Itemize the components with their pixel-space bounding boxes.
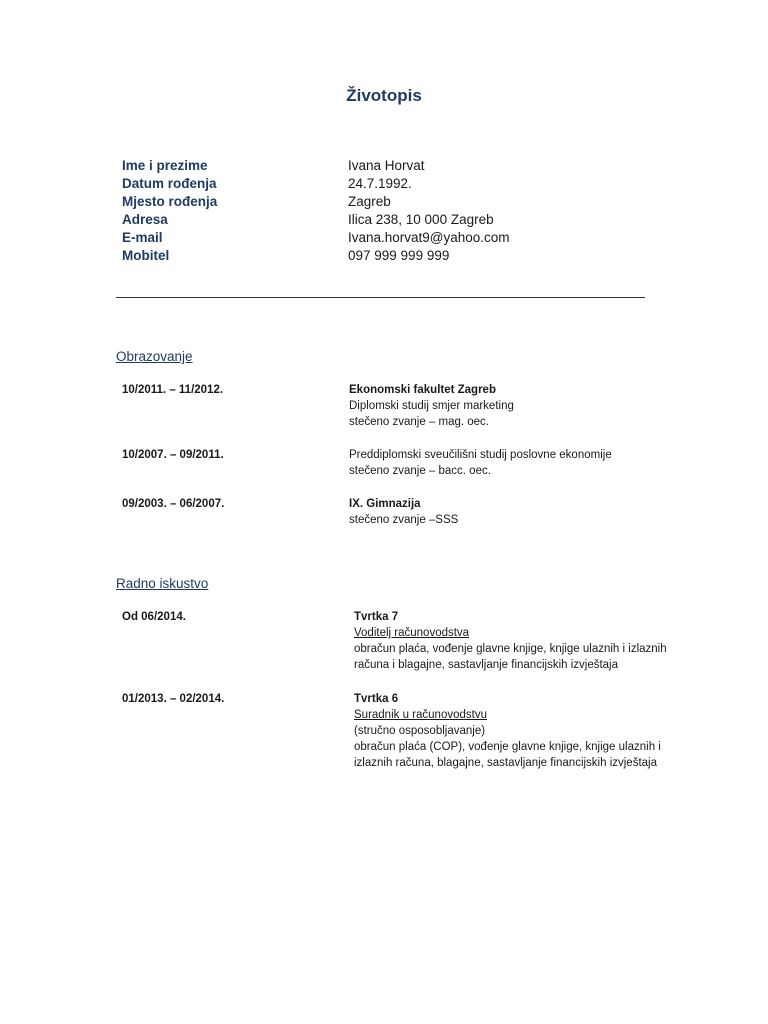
entry-company: Tvrtka 7 xyxy=(354,611,399,623)
personal-label: Adresa xyxy=(122,212,168,227)
entry-line: obračun plaća (COP), vođenje glavne knjige, knjige ulaznih i xyxy=(354,741,661,753)
page-title: Životopis xyxy=(346,86,422,105)
entry-institution: IX. Gimnazija xyxy=(349,498,421,510)
entry-body xyxy=(354,609,667,673)
entry-line: stečeno zvanje –SSS xyxy=(349,514,459,526)
education-heading: Obrazovanje xyxy=(116,349,193,364)
section-divider xyxy=(116,297,645,298)
entry-line: izlaznih računa, blagajne, sastavljanje financijskih izvještaja xyxy=(354,757,657,769)
entry-date: 10/2007. – 09/2011. xyxy=(122,449,224,461)
entry-role: Voditelj računovodstva xyxy=(354,627,470,639)
entry-date: 10/2011. – 11/2012. xyxy=(122,384,224,396)
entry-role: Suradnik u računovodstvu xyxy=(354,709,487,721)
entry-line: (stručno osposobljavanje) xyxy=(354,725,486,737)
entry-body xyxy=(349,496,458,528)
personal-row-email xyxy=(122,229,682,247)
entry-line: obračun plaća, vođenje glavne knjige, knjige ulaznih i izlaznih xyxy=(354,643,667,655)
personal-row-mobile xyxy=(122,247,682,265)
entry-line: stečeno zvanje – bacc. oec. xyxy=(349,465,491,477)
entry-line: računa i blagajne, sastavljanje financijskih izvještaja xyxy=(354,659,619,671)
personal-label: Mjesto rođenja xyxy=(122,194,218,209)
entry-line: Preddiplomski sveučilišni studij poslovne ekonomije xyxy=(349,449,612,461)
experience-heading: Radno iskustvo xyxy=(116,576,209,591)
personal-label: Mobitel xyxy=(122,248,170,263)
personal-label: Ime i prezime xyxy=(122,158,208,173)
personal-info xyxy=(122,157,682,265)
entry-date: 01/2013. – 02/2014. xyxy=(122,693,225,705)
personal-row-name xyxy=(122,157,682,175)
entry-company: Tvrtka 6 xyxy=(354,693,399,705)
personal-row-address xyxy=(122,211,682,229)
personal-value: Zagreb xyxy=(348,194,391,209)
entry-body xyxy=(349,447,612,479)
personal-value: Ivana Horvat xyxy=(348,158,425,173)
personal-value: 24.7.1992. xyxy=(348,176,412,191)
personal-row-birthdate xyxy=(122,175,682,193)
personal-label: E-mail xyxy=(122,230,163,245)
personal-row-birthplace xyxy=(122,193,682,211)
personal-value: Ilica 238, 10 000 Zagreb xyxy=(348,212,494,227)
entry-date: Od 06/2014. xyxy=(122,611,186,623)
email-link[interactable]: Ivana.horvat9@yahoo.com xyxy=(348,230,510,245)
entry-institution: Ekonomski fakultet Zagreb xyxy=(349,384,496,396)
personal-label: Datum rođenja xyxy=(122,176,217,191)
entry-body xyxy=(349,382,514,430)
entry-date: 09/2003. – 06/2007. xyxy=(122,498,225,510)
entry-line: Diplomski studij smjer marketing xyxy=(349,400,514,412)
entry-line: stečeno zvanje – mag. oec. xyxy=(349,416,489,428)
entry-body xyxy=(354,691,661,771)
personal-value: 097 999 999 999 xyxy=(348,248,450,263)
